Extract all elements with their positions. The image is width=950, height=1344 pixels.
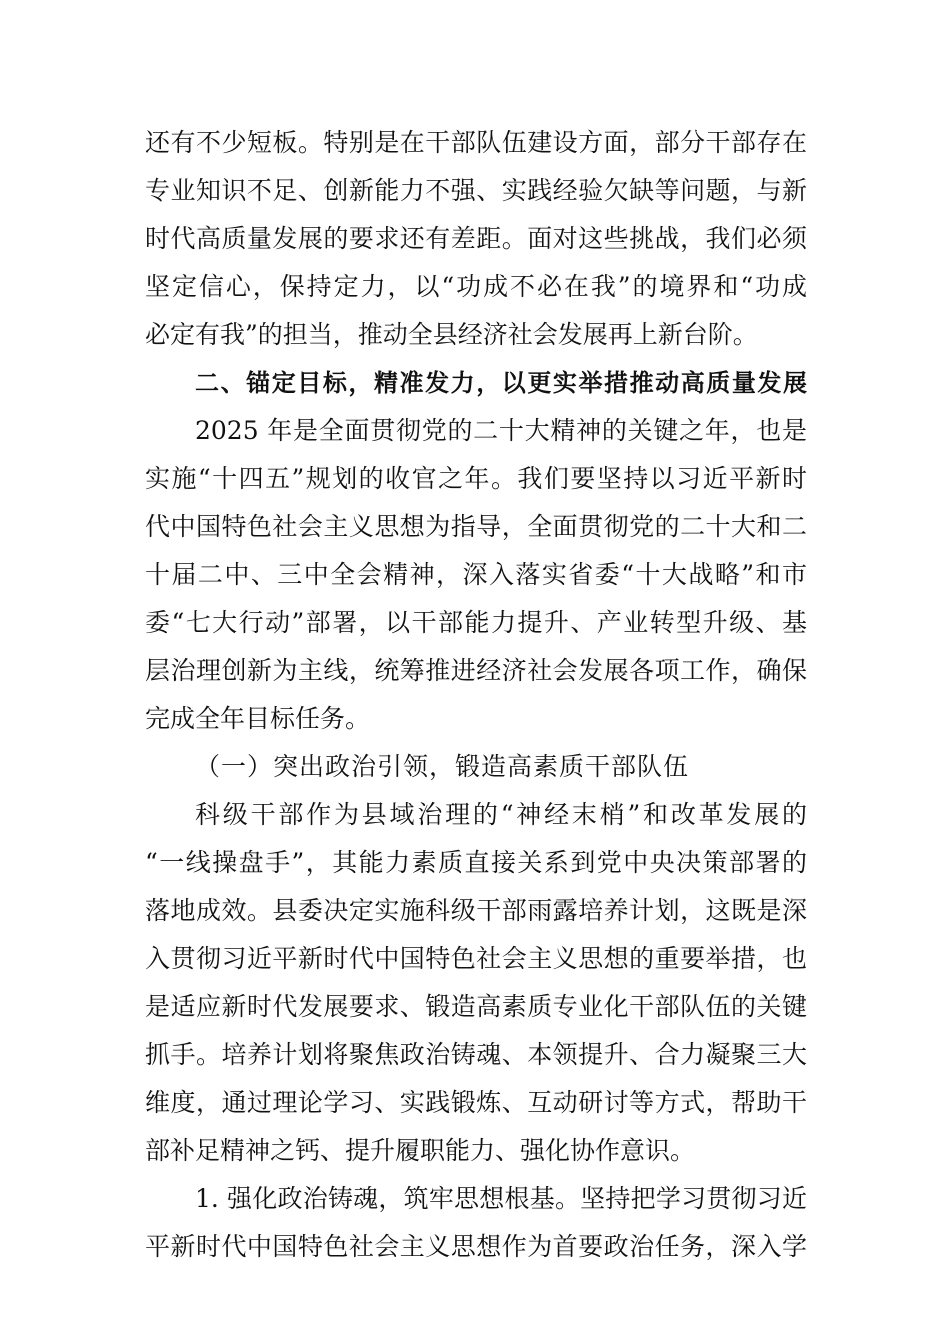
text-line: 时代高质量发展的要求还有差距。面对这些挑战，我们必须: [145, 224, 807, 253]
text-line: “一线操盘手”，其能力素质直接关系到党中央决策部署的: [145, 848, 807, 877]
text-line: 维度，通过理论学习、实践锻炼、互动研讨等方式，帮助干: [145, 1088, 807, 1117]
paragraph-first-line: 2025 年是全面贯彻党的二十大精神的关键之年，也是: [195, 416, 807, 445]
text-line: 落地成效。县委决定实施科级干部雨露培养计划，这既是深: [145, 896, 807, 925]
text-line: 完成全年目标任务。: [145, 704, 371, 733]
subsection-heading: （一）突出政治引领，锻造高素质干部队伍: [195, 752, 690, 781]
paragraph-first-line: 科级干部作为县域治理的“神经末梢”和改革发展的: [195, 800, 807, 829]
paragraph-first-line: 1. 强化政治铸魂，筑牢思想根基。坚持把学习贯彻习近: [195, 1184, 807, 1213]
text-line: 层治理创新为主线，统筹推进经济社会发展各项工作，确保: [145, 656, 807, 685]
text-line: 抓手。培养计划将聚焦政治铸魂、本领提升、合力凝聚三大: [145, 1040, 807, 1069]
document-body: [145, 119, 807, 1271]
text-line: 是适应新时代发展要求、锻造高素质专业化干部队伍的关键: [145, 992, 807, 1021]
text-line: 平新时代中国特色社会主义思想作为首要政治任务，深入学: [145, 1232, 807, 1261]
text-line: 部补足精神之钙、提升履职能力、强化协作意识。: [145, 1136, 696, 1165]
text-line: 坚定信心，保持定力，以“功成不必在我”的境界和“功成: [145, 272, 807, 301]
text-line: 十届二中、三中全会精神，深入落实省委“十大战略”和市: [145, 560, 807, 589]
text-line: 实施“十四五”规划的收官之年。我们要坚持以习近平新时: [145, 464, 807, 493]
text-line: 必定有我”的担当，推动全县经济社会发展再上新台阶。: [145, 320, 758, 349]
text-line: 代中国特色社会主义思想为指导，全面贯彻党的二十大和二: [145, 512, 807, 541]
text-line: 委“七大行动”部署，以干部能力提升、产业转型升级、基: [145, 608, 807, 637]
text-line: 还有不少短板。特别是在干部队伍建设方面，部分干部存在: [145, 128, 807, 157]
text-line: 专业知识不足、创新能力不强、实践经验欠缺等问题，与新: [145, 176, 807, 205]
section-heading: 二、锚定目标，精准发力，以更实举措推动高质量发展: [195, 369, 807, 397]
text-line: 入贯彻习近平新时代中国特色社会主义思想的重要举措，也: [145, 944, 807, 973]
